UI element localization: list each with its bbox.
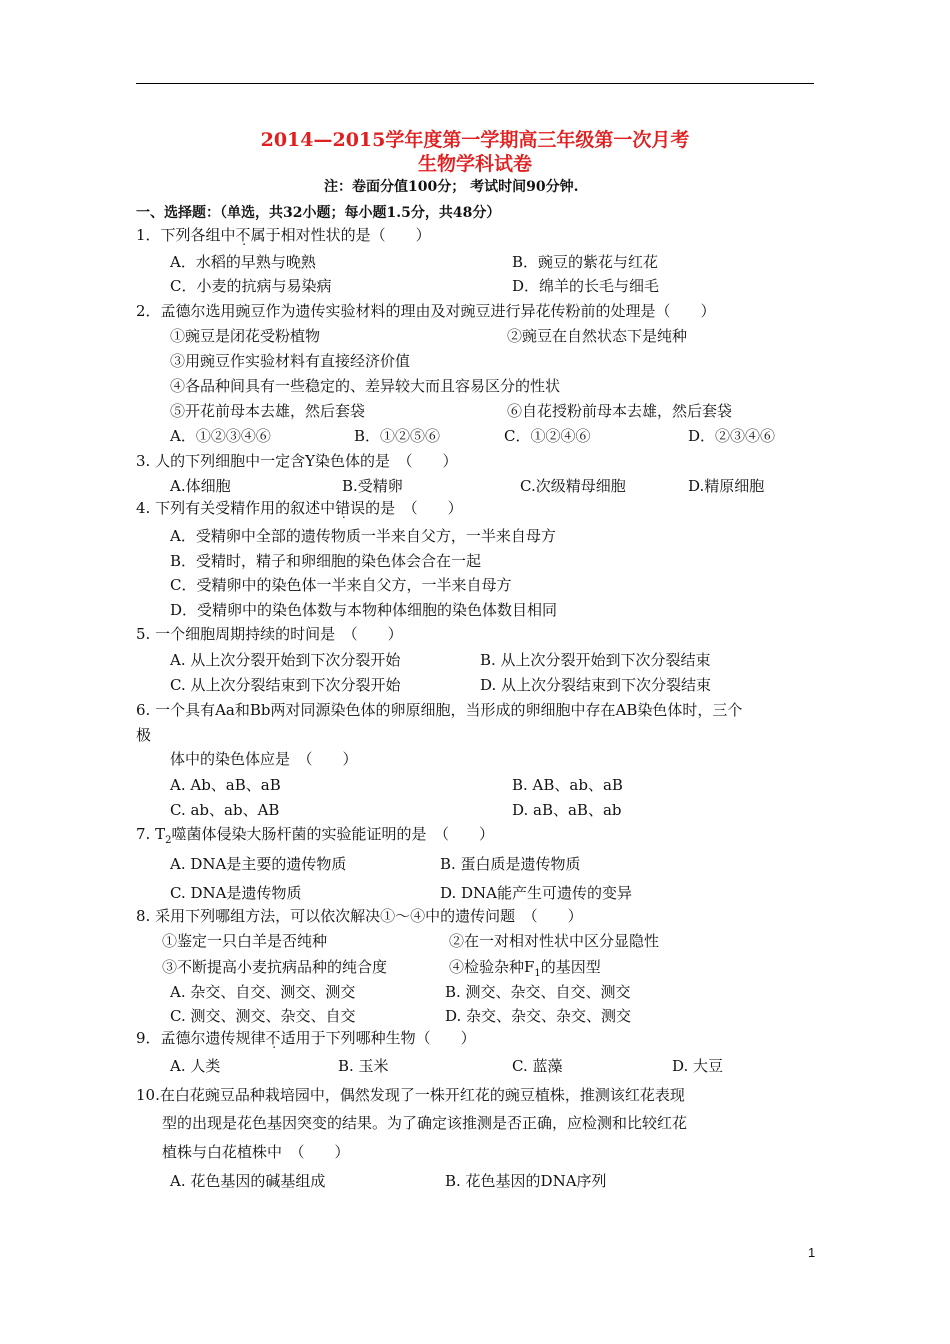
q8-option-a: A. 杂交、自交、测交、测交 <box>170 983 356 1001</box>
q7-option-c: C. DNA是遗传物质 <box>170 884 302 902</box>
q8-statement-3: ③不断提高小麦抗病品种的纯合度 <box>162 958 388 976</box>
q1-option-c: C．小麦的抗病与易染病 <box>170 277 332 295</box>
exam-note: 注：卷面分值100分； 考试时间90分钟. <box>324 179 579 195</box>
page-number: 1 <box>808 1245 816 1260</box>
q8-option-c: C. 测交、测交、杂交、自交 <box>170 1007 356 1025</box>
q6-option-b: B. AB、ab、aB <box>512 776 623 794</box>
q9-option-d: D. 大豆 <box>672 1057 724 1075</box>
section-heading: 一、选择题：（单选，共32小题；每小题1.5分，共48分） <box>136 205 501 221</box>
q2-option-d: D．②③④⑥ <box>688 427 776 445</box>
q5-option-c: C. 从上次分裂结束到下次分裂开始 <box>170 676 401 694</box>
q2-option-a: A．①②③④⑥ <box>170 427 271 445</box>
q1-stem: 1．下列各组中不属于相对性状的是（ ） <box>136 226 431 244</box>
header-rule <box>136 83 814 84</box>
q1-option-d: D．绵羊的长毛与细毛 <box>512 277 660 295</box>
q3-option-c: C.次级精母细胞 <box>520 477 626 495</box>
q8-statement-4: ④检验杂种$F_1$的基因型 <box>449 958 601 979</box>
q3-option-d: D.精原细胞 <box>688 477 765 495</box>
q4-option-c: C．受精卵中的染色体一半来自父方，一半来自母方 <box>170 576 512 594</box>
q5-stem: 5. 一个细胞周期持续的时间是 （ ） <box>136 625 403 643</box>
q2-statement-6: ⑥自花授粉前母本去雄，然后套袋 <box>507 402 733 420</box>
q10-option-b: B. 花色基因的DNA序列 <box>445 1172 607 1190</box>
q8-stem: 8. 采用下列哪组方法，可以依次解决①～④中的遗传问题 （ ） <box>136 907 583 925</box>
q10-stem-line-3: 植株与白花植株中 （ ） <box>162 1143 350 1161</box>
q2-statement-5: ⑤开花前母本去雄，然后套袋 <box>170 402 366 420</box>
q6-option-c: C. ab、ab、AB <box>170 801 280 819</box>
q3-stem: 3. 人的下列细胞中一定含Y染色体的是 （ ） <box>136 452 458 470</box>
q6-stem-continued: 体中的染色体应是 （ ） <box>170 750 358 768</box>
q1-option-b: B．豌豆的紫花与红花 <box>512 253 659 271</box>
q1-option-a: A．水稻的早熟与晚熟 <box>170 253 316 271</box>
q7-option-b: B. 蛋白质是遗传物质 <box>440 855 581 873</box>
q9-option-b: B. 玉米 <box>338 1057 389 1075</box>
exam-subtitle: 生物学科试卷 <box>417 153 532 175</box>
q7-stem: 7. $T_2$噬菌体侵染大肠杆菌的实验能证明的是 （ ） <box>136 825 494 846</box>
q9-option-a: A. 人类 <box>170 1057 221 1075</box>
q6-option-a: A. Ab、aB、aB <box>170 776 281 794</box>
q6-stem-wrap: 极 <box>136 726 152 744</box>
q7-option-a: A. DNA是主要的遗传物质 <box>170 855 347 873</box>
q4-option-d: D．受精卵中的染色体数与本物种体细胞的染色体数目相同 <box>170 601 558 619</box>
q5-option-d: D. 从上次分裂结束到下次分裂结束 <box>480 676 712 694</box>
q5-option-b: B. 从上次分裂开始到下次分裂结束 <box>480 651 711 669</box>
q2-option-c: C．①②④⑥ <box>504 427 591 445</box>
q2-statement-3: ③用豌豆作实验材料有直接经济价值 <box>170 352 411 370</box>
q5-option-a: A. 从上次分裂开始到下次分裂开始 <box>170 651 401 669</box>
q3-option-b: B.受精卵 <box>342 477 403 495</box>
q4-stem: 4. 下列有关受精作用的叙述中错误的是 （ ） <box>136 499 463 517</box>
q6-option-d: D. aB、aB、ab <box>512 801 622 819</box>
q10-option-a: A. 花色基因的碱基组成 <box>170 1172 326 1190</box>
q4-option-a: A．受精卵中全部的遗传物质一半来自父方，一半来自母方 <box>170 527 556 545</box>
q2-stem: 2．孟德尔选用豌豆作为遗传实验材料的理由及对豌豆进行异花传粉前的处理是（ ） <box>136 302 716 320</box>
q8-option-b: B. 测交、杂交、自交、测交 <box>445 983 631 1001</box>
q8-statement-1: ①鉴定一只白羊是否纯种 <box>162 932 328 950</box>
q2-statement-4: ④各品种间具有一些稳定的、差异较大而且容易区分的性状 <box>170 377 561 395</box>
q9-option-c: C. 蓝藻 <box>512 1057 563 1075</box>
q8-statement-2: ②在一对相对性状中区分显隐性 <box>449 932 660 950</box>
q3-option-a: A.体细胞 <box>170 477 231 495</box>
q2-statement-1: ①豌豆是闭花受粉植物 <box>170 327 321 345</box>
exam-title: 2014—2015学年度第一学期高三年级第一次月考 <box>260 129 690 151</box>
q10-stem-line-1: 10.在白花豌豆品种栽培园中，偶然发现了一株开红花的豌豆植株，推测该红花表现 <box>136 1086 685 1104</box>
q2-option-b: B．①②⑤⑥ <box>354 427 441 445</box>
q8-option-d: D. 杂交、杂交、杂交、测交 <box>445 1007 632 1025</box>
q10-stem-line-2: 型的出现是花色基因突变的结果。为了确定该推测是否正确，应检测和比较红花 <box>162 1114 688 1132</box>
q9-stem: 9．孟德尔遗传规律不适用于下列哪种生物（ ） <box>136 1029 476 1047</box>
q2-statement-2: ②豌豆在自然状态下是纯种 <box>507 327 688 345</box>
q7-option-d: D. DNA能产生可遗传的变异 <box>440 884 633 902</box>
q4-option-b: B．受精时，精子和卵细胞的染色体会合在一起 <box>170 552 482 570</box>
q6-stem: 6. 一个具有Aa和Bb两对同源染色体的卵原细胞，当形成的卵细胞中存在AB染色体时，三个 <box>136 701 743 719</box>
